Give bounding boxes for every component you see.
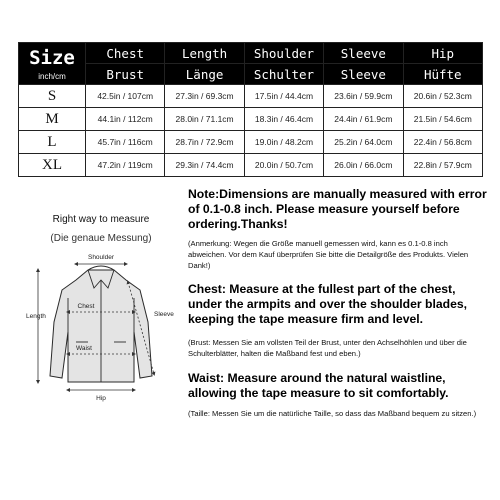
sleeve-label: Sleeve [154,311,174,318]
header-length: Length [165,43,244,64]
waist-instruction: Waist: Measure around the natural waistline, allowing the tape measure to sit comfortably. [188,371,449,400]
hip-value: 21.5in / 54.6cm [403,108,482,131]
chest-instruction: Chest: Measure at the fullest part of the chest, under the armpits and over the shoulder blades, keeping the tape measure firm and level. [188,282,468,326]
shoulder-value: 17.5in / 44.4cm [244,85,323,108]
notes-panel [188,187,488,419]
size-cell: S [19,85,86,108]
size-cell: M [19,108,86,131]
chest-label: Chest [77,303,95,310]
size-cell: L [19,131,86,154]
chest-value: 42.5in / 107cm [86,85,165,108]
waist-de-instruction: (Taille: Messen Sie um die natürliche Taille, so dass das Maßband bequem zu sitzen.) [188,409,477,418]
hip-value: 20.6in / 52.3cm [403,85,482,108]
measure-heading: Right way to measure [52,214,150,225]
header-brust: Brust [86,64,165,85]
shoulder-value: 18.3in / 46.4cm [244,108,323,131]
hip-label: Hip [96,395,106,402]
size-title: Size [29,47,75,69]
header-laenge: Länge [165,64,244,85]
table-row [19,85,483,108]
sleeve-value: 23.6in / 59.9cm [324,85,403,108]
hip-value: 22.4in / 56.8cm [403,131,482,154]
length-value: 29.3in / 74.4cm [165,154,244,177]
length-value: 28.7in / 72.9cm [165,131,244,154]
chest-de-instruction: (Brust: Messen Sie am vollsten Teil der Brust, unter den Achselhöhlen und über die Schulterblätter, halten die Maßband fest und eben.) [188,338,467,358]
header-huefte: Hüfte [403,64,482,85]
length-value: 28.0in / 71.1cm [165,108,244,131]
shoulder-value: 19.0in / 48.2cm [244,131,323,154]
length-label: Length [26,313,46,320]
header-chest: Chest [86,43,165,64]
header-schulter: Schulter [244,64,323,85]
hood-collar [88,266,114,270]
header-shoulder: Shoulder [244,43,323,64]
sleeve-value: 25.2in / 64.0cm [324,131,403,154]
chest-value: 47.2in / 119cm [86,154,165,177]
sleeve-value: 26.0in / 66.0cm [324,154,403,177]
header-row-de [19,64,483,85]
table-row [19,108,483,131]
table-row [19,131,483,154]
header-sleeve: Sleeve [324,43,403,64]
jacket-measure-illustration [24,250,178,405]
header-sleeve-de: Sleeve [324,64,403,85]
shoulder-label: Shoulder [87,254,115,261]
chest-value: 45.7in / 116cm [86,131,165,154]
header-row-en [19,43,483,64]
length-value: 27.3in / 69.3cm [165,85,244,108]
size-header-cell [19,43,86,85]
table-row [19,154,483,177]
hip-value: 22.8in / 57.9cm [403,154,482,177]
note-de-text: (Anmerkung: Wegen die Größe manuell gemessen wird, kann es 0.1-0.8 inch abweichen. Vor dem Kauf überprüfen Sie bitte die Detailgröße des Produkts. Vielen Dank!) [188,239,469,270]
measure-subheading: (Die genaue Messung) [50,233,152,244]
note-text: Note:Dimensions are manually measured with error of 0.1-0.8 inch. Please measure yourself before ordering.Thanks! [188,187,487,231]
sleeve-value: 24.4in / 61.9cm [324,108,403,131]
chest-value: 44.1in / 112cm [86,108,165,131]
shoulder-value: 20.0in / 50.7cm [244,154,323,177]
size-cell: XL [19,154,86,177]
waist-label: Waist [75,345,93,352]
size-table [18,42,483,177]
header-hip: Hip [403,43,482,64]
unit-label: inch/cm [38,72,66,81]
